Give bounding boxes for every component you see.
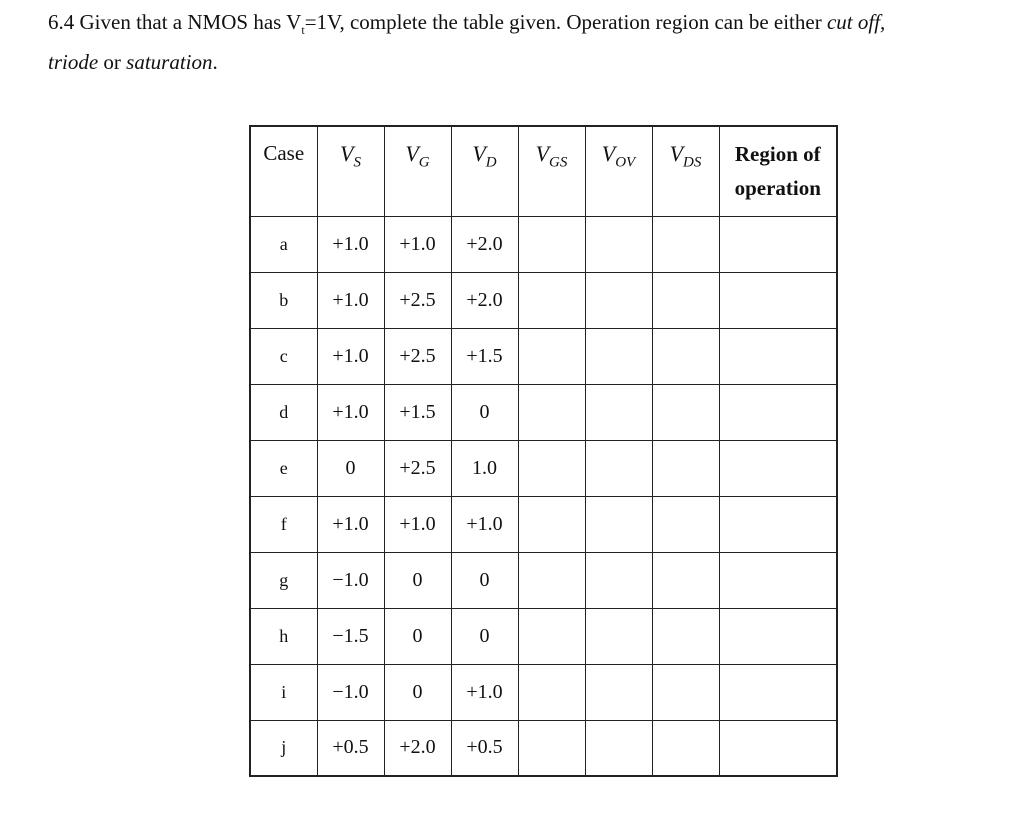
- header-vd: $V_D$: [451, 126, 518, 216]
- header-case: Case: [250, 126, 317, 216]
- vd-cell: 0: [451, 384, 518, 440]
- vd-cell: 0: [451, 608, 518, 664]
- vg-cell: +2.5: [384, 272, 451, 328]
- vg-cell: +1.0: [384, 496, 451, 552]
- vd-cell: +1.0: [451, 664, 518, 720]
- vds-cell[interactable]: [652, 720, 719, 776]
- header-vov: $V_{OV}$: [585, 126, 652, 216]
- case-cell: c: [250, 328, 317, 384]
- vgs-cell[interactable]: [518, 496, 585, 552]
- vg-cell: +1.5: [384, 384, 451, 440]
- header-vgs: $V_{GS}$: [518, 126, 585, 216]
- case-cell: j: [250, 720, 317, 776]
- case-cell: b: [250, 272, 317, 328]
- vgs-cell[interactable]: [518, 608, 585, 664]
- region-cell[interactable]: [719, 272, 837, 328]
- vgs-cell[interactable]: [518, 552, 585, 608]
- vov-cell[interactable]: [585, 216, 652, 272]
- saturation-term: saturation: [126, 50, 213, 75]
- vg-cell: 0: [384, 552, 451, 608]
- period: .: [212, 50, 218, 75]
- vs-cell: +1.0: [317, 272, 384, 328]
- vg-cell: +2.0: [384, 720, 451, 776]
- region-cell[interactable]: [719, 496, 837, 552]
- vd-cell: 0: [451, 552, 518, 608]
- region-cell[interactable]: [719, 664, 837, 720]
- vds-cell[interactable]: [652, 328, 719, 384]
- table-row: [250, 664, 837, 720]
- case-cell: e: [250, 440, 317, 496]
- vgs-cell[interactable]: [518, 272, 585, 328]
- vgs-cell[interactable]: [518, 216, 585, 272]
- vgs-cell[interactable]: [518, 440, 585, 496]
- vds-cell[interactable]: [652, 496, 719, 552]
- problem-text-middle: =1V, complete the table given. Operation region can be either: [304, 10, 827, 34]
- case-cell: g: [250, 552, 317, 608]
- vs-cell: +1.0: [317, 384, 384, 440]
- vt-subscript: t: [301, 23, 305, 38]
- region-cell[interactable]: [719, 608, 837, 664]
- vds-cell[interactable]: [652, 384, 719, 440]
- or-text: or: [98, 50, 127, 75]
- operation-table-container: [249, 125, 838, 777]
- vd-cell: +1.5: [451, 328, 518, 384]
- vov-cell[interactable]: [585, 552, 652, 608]
- vov-cell[interactable]: [585, 384, 652, 440]
- vov-cell[interactable]: [585, 664, 652, 720]
- vds-cell[interactable]: [652, 608, 719, 664]
- vs-cell: −1.0: [317, 664, 384, 720]
- header-vs: $V_S$: [317, 126, 384, 216]
- vgs-cell[interactable]: [518, 328, 585, 384]
- vs-cell: +1.0: [317, 328, 384, 384]
- vds-cell[interactable]: [652, 216, 719, 272]
- vg-cell: +2.5: [384, 328, 451, 384]
- problem-text-prefix: 6.4 Given that a NMOS has V: [48, 10, 302, 34]
- vg-cell: +1.0: [384, 216, 451, 272]
- vs-cell: −1.0: [317, 552, 384, 608]
- vs-cell: +1.0: [317, 216, 384, 272]
- case-cell: h: [250, 608, 317, 664]
- cut-off-term: cut off,: [826, 10, 886, 34]
- vov-cell[interactable]: [585, 496, 652, 552]
- triode-term: triode: [48, 50, 99, 75]
- vs-cell: −1.5: [317, 608, 384, 664]
- header-vds: $V_{DS}$: [652, 126, 719, 216]
- region-cell[interactable]: [719, 328, 837, 384]
- operation-table: [249, 125, 838, 777]
- vds-cell[interactable]: [652, 664, 719, 720]
- region-cell[interactable]: [719, 384, 837, 440]
- table-row: [250, 328, 837, 384]
- table-row: [250, 272, 837, 328]
- vov-cell[interactable]: [585, 608, 652, 664]
- table-row: [250, 720, 837, 776]
- vd-cell: +2.0: [451, 216, 518, 272]
- table-row: [250, 384, 837, 440]
- problem-statement: [48, 6, 1008, 78]
- case-cell: i: [250, 664, 317, 720]
- vds-cell[interactable]: [652, 552, 719, 608]
- table-row: [250, 216, 837, 272]
- table-row: [250, 496, 837, 552]
- region-cell[interactable]: [719, 216, 837, 272]
- vs-cell: 0: [317, 440, 384, 496]
- vds-cell[interactable]: [652, 272, 719, 328]
- vd-cell: 1.0: [451, 440, 518, 496]
- vg-cell: +2.5: [384, 440, 451, 496]
- vov-cell[interactable]: [585, 720, 652, 776]
- vg-cell: 0: [384, 664, 451, 720]
- vg-cell: 0: [384, 608, 451, 664]
- vd-cell: +0.5: [451, 720, 518, 776]
- vov-cell[interactable]: [585, 272, 652, 328]
- case-cell: d: [250, 384, 317, 440]
- vd-cell: +1.0: [451, 496, 518, 552]
- table-row: [250, 440, 837, 496]
- vgs-cell[interactable]: [518, 720, 585, 776]
- header-vg: $V_G$: [384, 126, 451, 216]
- header-row: [250, 126, 837, 216]
- case-cell: a: [250, 216, 317, 272]
- table-row: [250, 552, 837, 608]
- vds-cell[interactable]: [652, 440, 719, 496]
- vs-cell: +0.5: [317, 720, 384, 776]
- vgs-cell[interactable]: [518, 384, 585, 440]
- vgs-cell[interactable]: [518, 664, 585, 720]
- vs-cell: +1.0: [317, 496, 384, 552]
- region-cell[interactable]: [719, 440, 837, 496]
- header-region: Region of operation: [719, 126, 837, 216]
- vov-cell[interactable]: [585, 328, 652, 384]
- vov-cell[interactable]: [585, 440, 652, 496]
- region-cell[interactable]: [719, 552, 837, 608]
- vd-cell: +2.0: [451, 272, 518, 328]
- region-cell[interactable]: [719, 720, 837, 776]
- case-cell: f: [250, 496, 317, 552]
- table-row: [250, 608, 837, 664]
